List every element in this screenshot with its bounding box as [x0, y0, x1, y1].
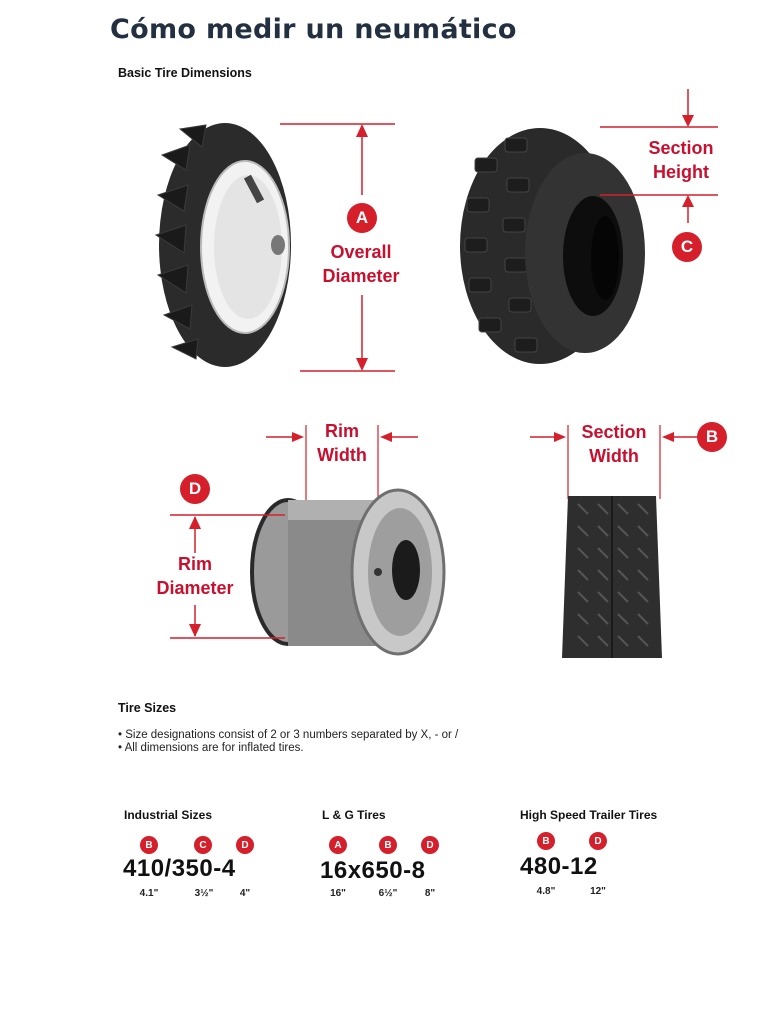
industrial-sizes-heading: Industrial Sizes [124, 808, 213, 822]
rim-width-label: Rim Width [317, 421, 367, 465]
trailer-badge-b: B [537, 832, 555, 850]
trailer-dim-d: 12" [590, 886, 606, 897]
industrial-badge-b: B [140, 836, 158, 854]
industrial-size-code: 410/350-4 [123, 855, 236, 882]
trailer-badge-d: D [589, 832, 607, 850]
tire-sizes-bullet-1: • Size designations consist of 2 or 3 numbers separated by X, - or / [118, 729, 459, 741]
tire-sizes-bullet-2: • All dimensions are for inflated tires. [118, 742, 304, 754]
trailer-tires-heading: High Speed Trailer Tires [520, 808, 658, 822]
badge-d-rim-diameter: D [180, 474, 210, 504]
trailer-dim-b: 4.8" [536, 886, 556, 897]
industrial-dim-b: 4.1" [139, 888, 159, 899]
lg-badge-b: B [379, 836, 397, 854]
trailer-size-code: 480-12 [520, 853, 598, 880]
dimensions-heading: Basic Tire Dimensions [118, 66, 252, 80]
page-title: Cómo medir un neumático [110, 14, 517, 45]
badge-b-section-width: B [697, 422, 727, 452]
industrial-badge-d: D [236, 836, 254, 854]
industrial-dim-c: 3½" [194, 888, 214, 899]
section-height-label: Section Height [648, 138, 714, 182]
industrial-badge-c: C [194, 836, 212, 854]
lg-dim-b: 6½" [378, 888, 398, 899]
lg-tires-heading: L & G Tires [322, 808, 386, 822]
lg-badge-a: A [329, 836, 347, 854]
section-width-label: Section Width [581, 422, 647, 466]
badge-c-section-height: C [672, 232, 702, 262]
badge-a-overall-diameter: A [347, 203, 377, 233]
tread-tire-image [558, 496, 666, 658]
lg-dim-d: 8" [424, 888, 436, 899]
lg-dim-a: 16" [330, 888, 346, 899]
lg-size-code: 16x650-8 [320, 857, 426, 884]
overall-diameter-label: Overall Diameter [322, 242, 400, 286]
lg-badge-d: D [421, 836, 439, 854]
industrial-dim-d: 4" [239, 888, 251, 899]
tire-sizes-heading: Tire Sizes [118, 701, 177, 715]
rim-diameter-label: Rim Diameter [156, 554, 234, 598]
